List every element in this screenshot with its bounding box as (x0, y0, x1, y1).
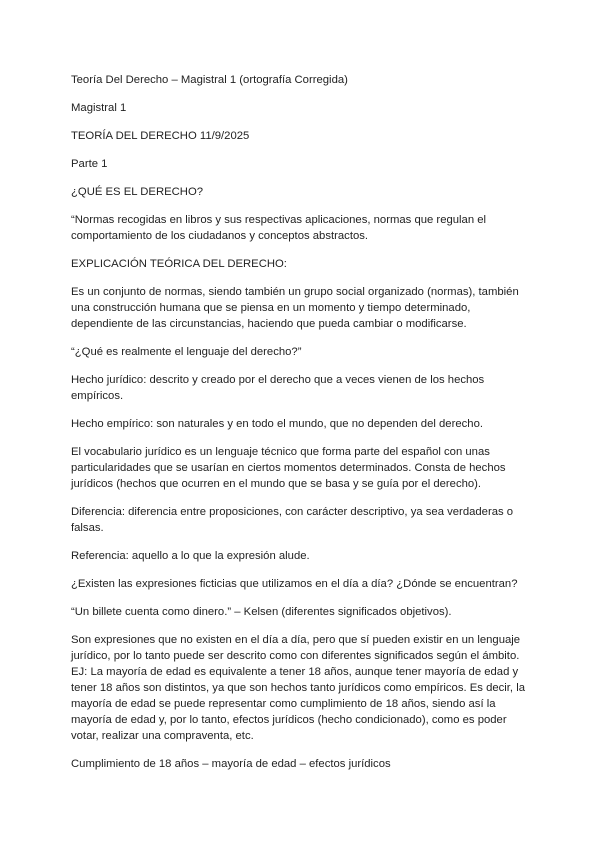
paragraph-expressions: Son expresiones que no existen en el día a día, pero que sí pueden existir en un lenguaje jurídico, por lo tanto puede ser descrito como con diferentes significados según el ámbito. EJ: La mayoría de edad es equivalente a tener 18 años, aunque tener mayoría de edad y tener 18 años son distintos, ya que son hechos tanto jurídicos como empíricos. Es decir, la mayoría de edad se puede representar como cumplimiento de 18 años, siendo así la mayoría de edad y, por lo tanto, efectos jurídicos (hecho condicionado), como es poder votar, realizar una compraventa, etc. (71, 634, 526, 742)
course-date-heading: TEORÍA DEL DERECHO 11/9/2025 (71, 130, 250, 142)
lecture-label: Magistral 1 (71, 102, 127, 114)
paragraph-explanation: Es un conjunto de normas, siendo también un grupo social organizado (normas), también una construcción humana que se piensa en un momento y tiempo determinado, dependiente de las circunstancias, haciendo que pueda cambiar o modificarse. (71, 286, 519, 330)
paragraph-kelsen-quote: “Un billete cuenta como dinero.” – Kelsen (diferentes significados objetivos). (71, 606, 452, 618)
document-title: Teoría Del Derecho – Magistral 1 (ortografía Corregida) (71, 74, 348, 86)
paragraph-vocabulary: El vocabulario jurídico es un lenguaje técnico que forma parte del español con unas particularidades que se usarían en ciertos momentos determinados. Consta de hechos jurídicos (hechos que ocurren en el mundo que se basa y se guía por el derecho). (71, 446, 506, 490)
paragraph-reference: Referencia: aquello a lo que la expresión alude. (71, 550, 310, 562)
paragraph-difference: Diferencia: diferencia entre proposiciones, con carácter descriptivo, ya sea verdaderas o falsas. (71, 506, 514, 534)
paragraph-summary-chain: Cumplimiento de 18 años – mayoría de edad – efectos jurídicos (71, 758, 391, 770)
part-label: Parte 1 (71, 158, 108, 170)
section-heading-explanation: EXPLICACIÓN TEÓRICA DEL DERECHO: (71, 258, 287, 270)
paragraph-question-language: “¿Qué es realmente el lenguaje del derecho?” (71, 346, 302, 358)
document-body (71, 72, 533, 784)
question-heading: ¿QUÉ ES EL DERECHO? (71, 186, 204, 198)
paragraph-definition: “Normas recogidas en libros y sus respectivas aplicaciones, normas que regulan el comportamiento de los ciudadanos y conceptos abstractos. (71, 214, 487, 242)
paragraph-empirical-fact: Hecho empírico: son naturales y en todo el mundo, que no dependen del derecho. (71, 418, 483, 430)
paragraph-legal-fact: Hecho jurídico: descrito y creado por el derecho que a veces vienen de los hechos empíricos. (71, 374, 485, 402)
paragraph-fictional-question: ¿Existen las expresiones ficticias que utilizamos en el día a día? ¿Dónde se encuentran? (71, 578, 518, 590)
